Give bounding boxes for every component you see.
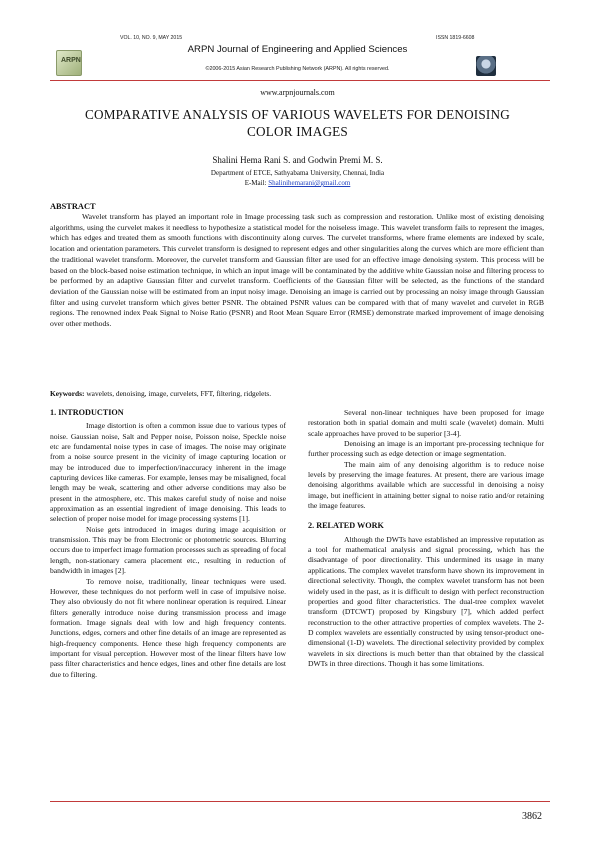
keywords-text: wavelets, denoising, image, curvelets, FFT, filtering, ridgelets. <box>84 389 272 398</box>
left-column <box>50 408 286 680</box>
paragraph: Image distortion is often a common issue due to various types of noise. Gaussian noise, Salt and Pepper noise, Poisson noise, Speckle noise etc are fundamental noise types in case of images. The noise may originate from a noise source present in the vicinity of image capturing location or may be introduced due to imperfection/inaccuracy inherent in the image capturing devices like cameras. For example, lenses may be misaligned, focal length may be weak, scattering and other adverse conditions may also be present in the atmosphere, etc. This makes careful study of noise and noise approximation as an essential ingredient of image denoising. This leads to selection of proper noise model for image processing systems [1]. <box>50 421 286 524</box>
journal-name: ARPN Journal of Engineering and Applied Sciences <box>187 44 408 55</box>
paragraph: Although the DWTs have established an impressive reputation as a tool for mathematical analysis and signal processing, which has the disadvantage of poor directionality. This undermined its usage in many applications. The complex wavelet transform have shown its improvement in directional selectivity. Though, the complex wavelet transform has not been widely used in the past, as it is difficult to design with perfect reconstruction properties and good filter characteristics. The dual-tree complex wavelet transform (DTCWT) proposed by Kingsbury [7], which added perfect reconstruction to the other attractive properties of complex wavelets. The 2-D complex wavelets are essentially constructed by using tensor-product one-dimensional (1-D) wavelets. The directional selectivity provided by complex wavelets in six directions is much better than that obtained by the classical DWTs in three directions. Though it has some limitations. <box>308 534 544 668</box>
paragraph: Denoising an image is an important pre-processing technique for further processing such as edge detection or image segmentation. <box>308 439 544 459</box>
keywords <box>50 389 544 398</box>
paragraph: Several non-linear techniques have been proposed for image restoration both in spatial domain and multi scale (wavelet) domain. Multi scale approaches have proved to be superior [3-4]. <box>308 408 544 438</box>
email-label: E-Mail: <box>244 179 269 187</box>
keywords-label: Keywords: <box>50 389 85 398</box>
issn: ISSN 1819-6608 <box>436 35 475 41</box>
paper-authors: Shalini Hema Rani S. and Godwin Premi M. S. <box>212 155 383 165</box>
copyright-notice: ©2006-2015 Asian Research Publishing Network (ARPN). All rights reserved. <box>205 66 390 72</box>
paper-title-line-2: COLOR IMAGES <box>247 124 348 139</box>
paragraph: Noise gets introduced in images during image acquisition or transmission. This may be from Electronic or photometric sources. Blurring occurs due to imperfect image formation processes such as spreading of focal length, non-stationary camera placement etc., resulting in reduction of bandwidth in images [2]. <box>50 524 286 576</box>
section-gap <box>308 511 544 521</box>
footer-rule <box>50 801 550 802</box>
paragraph: The main aim of any denoising algorithm is to reduce noise levels by preserving the image features. At present, there are various image denoising algorithms available which are successful in denoising a noisy image, but inefficient in attaining better signal to noise ratio and/or retaining the image features. <box>308 459 544 511</box>
paper-title <box>40 106 555 140</box>
paragraph: To remove noise, traditionally, linear techniques were used. However, these techniques do not perform well in case of impulsive noise. They also obviously do not fit where nonlinear operation is required. Linear filters generally introduce noise during transmission process and image formation. Image signals deal with low and high frequency contents. Junctions, edges, corners and other fine details of an image are represented as high-frequency components. Hence these high frequency components are important for visual perception. However most of the linear filters have low pass filter characteristics and hence edges, lines and other fine details are lost due to filtering. <box>50 576 286 679</box>
section-heading-related-work: 2. RELATED WORK <box>308 521 384 531</box>
abstract-text: Wavelet transform has played an important role in Image processing task such as compression and restoration. Unlike most of existing denoising algorithms, using the curvelet makes it needless to hypothesize a statistical model for the noiseless image. This wavelet transform fails to represent the images, which has edges and treated them as smooth functions with discontinuity along curves. The curvelet transforms, where frame elements are indexed by scale, location and orientation parameters. This curvelet transform is designed to represent edges and other singularities along the curves which are more efficient than the traditional wavelet transform. Moreover, the curvelet transform and Gaussian filter are used for an effective image denoising system. This process will be based on the block-based noise estimation technique, in which an input image will be contaminated by the additive white Gaussian noise and filtering process to be performed by an adaptive Gaussian filter and curvelet transform. Coefficients of the Gaussian filter will be selected, as the functions of the standard deviation of the Gaussian noise will be estimated from an input noisy image. Denoising an image is carried out by processing an noisy image through Gaussian filter and using curvelet transform which gives better PSNR. The obtained PSNR values can be compared with that of many wavelet and curvelet in RGB regions. The renowned index Peak Signal to Noise Ratio (PSNR) and Root Mean Square Error (RMSE) demonstrate marked improvement of image denoising over other methods. <box>50 212 544 329</box>
journal-website: www.arpnjournals.com <box>260 88 335 97</box>
author-email <box>0 179 595 187</box>
abstract-heading: ABSTRACT <box>50 202 96 211</box>
paper-title-line-1: COMPARATIVE ANALYSIS OF VARIOUS WAVELETS FOR DENOISING <box>85 107 510 122</box>
email-link[interactable]: Shalinihemarani@gmail.com <box>268 179 351 187</box>
journal-logo-text: ARPN <box>61 57 81 64</box>
header-rule <box>50 80 550 81</box>
section-heading-introduction: 1. INTRODUCTION <box>50 408 124 417</box>
page-number: 3862 <box>522 811 542 822</box>
author-affiliation: Department of ETCE, Sathyabama University, Chennai, India <box>210 169 385 177</box>
right-column <box>308 408 544 669</box>
volume-info: VOL. 10, NO. 9, MAY 2015 <box>120 35 183 41</box>
